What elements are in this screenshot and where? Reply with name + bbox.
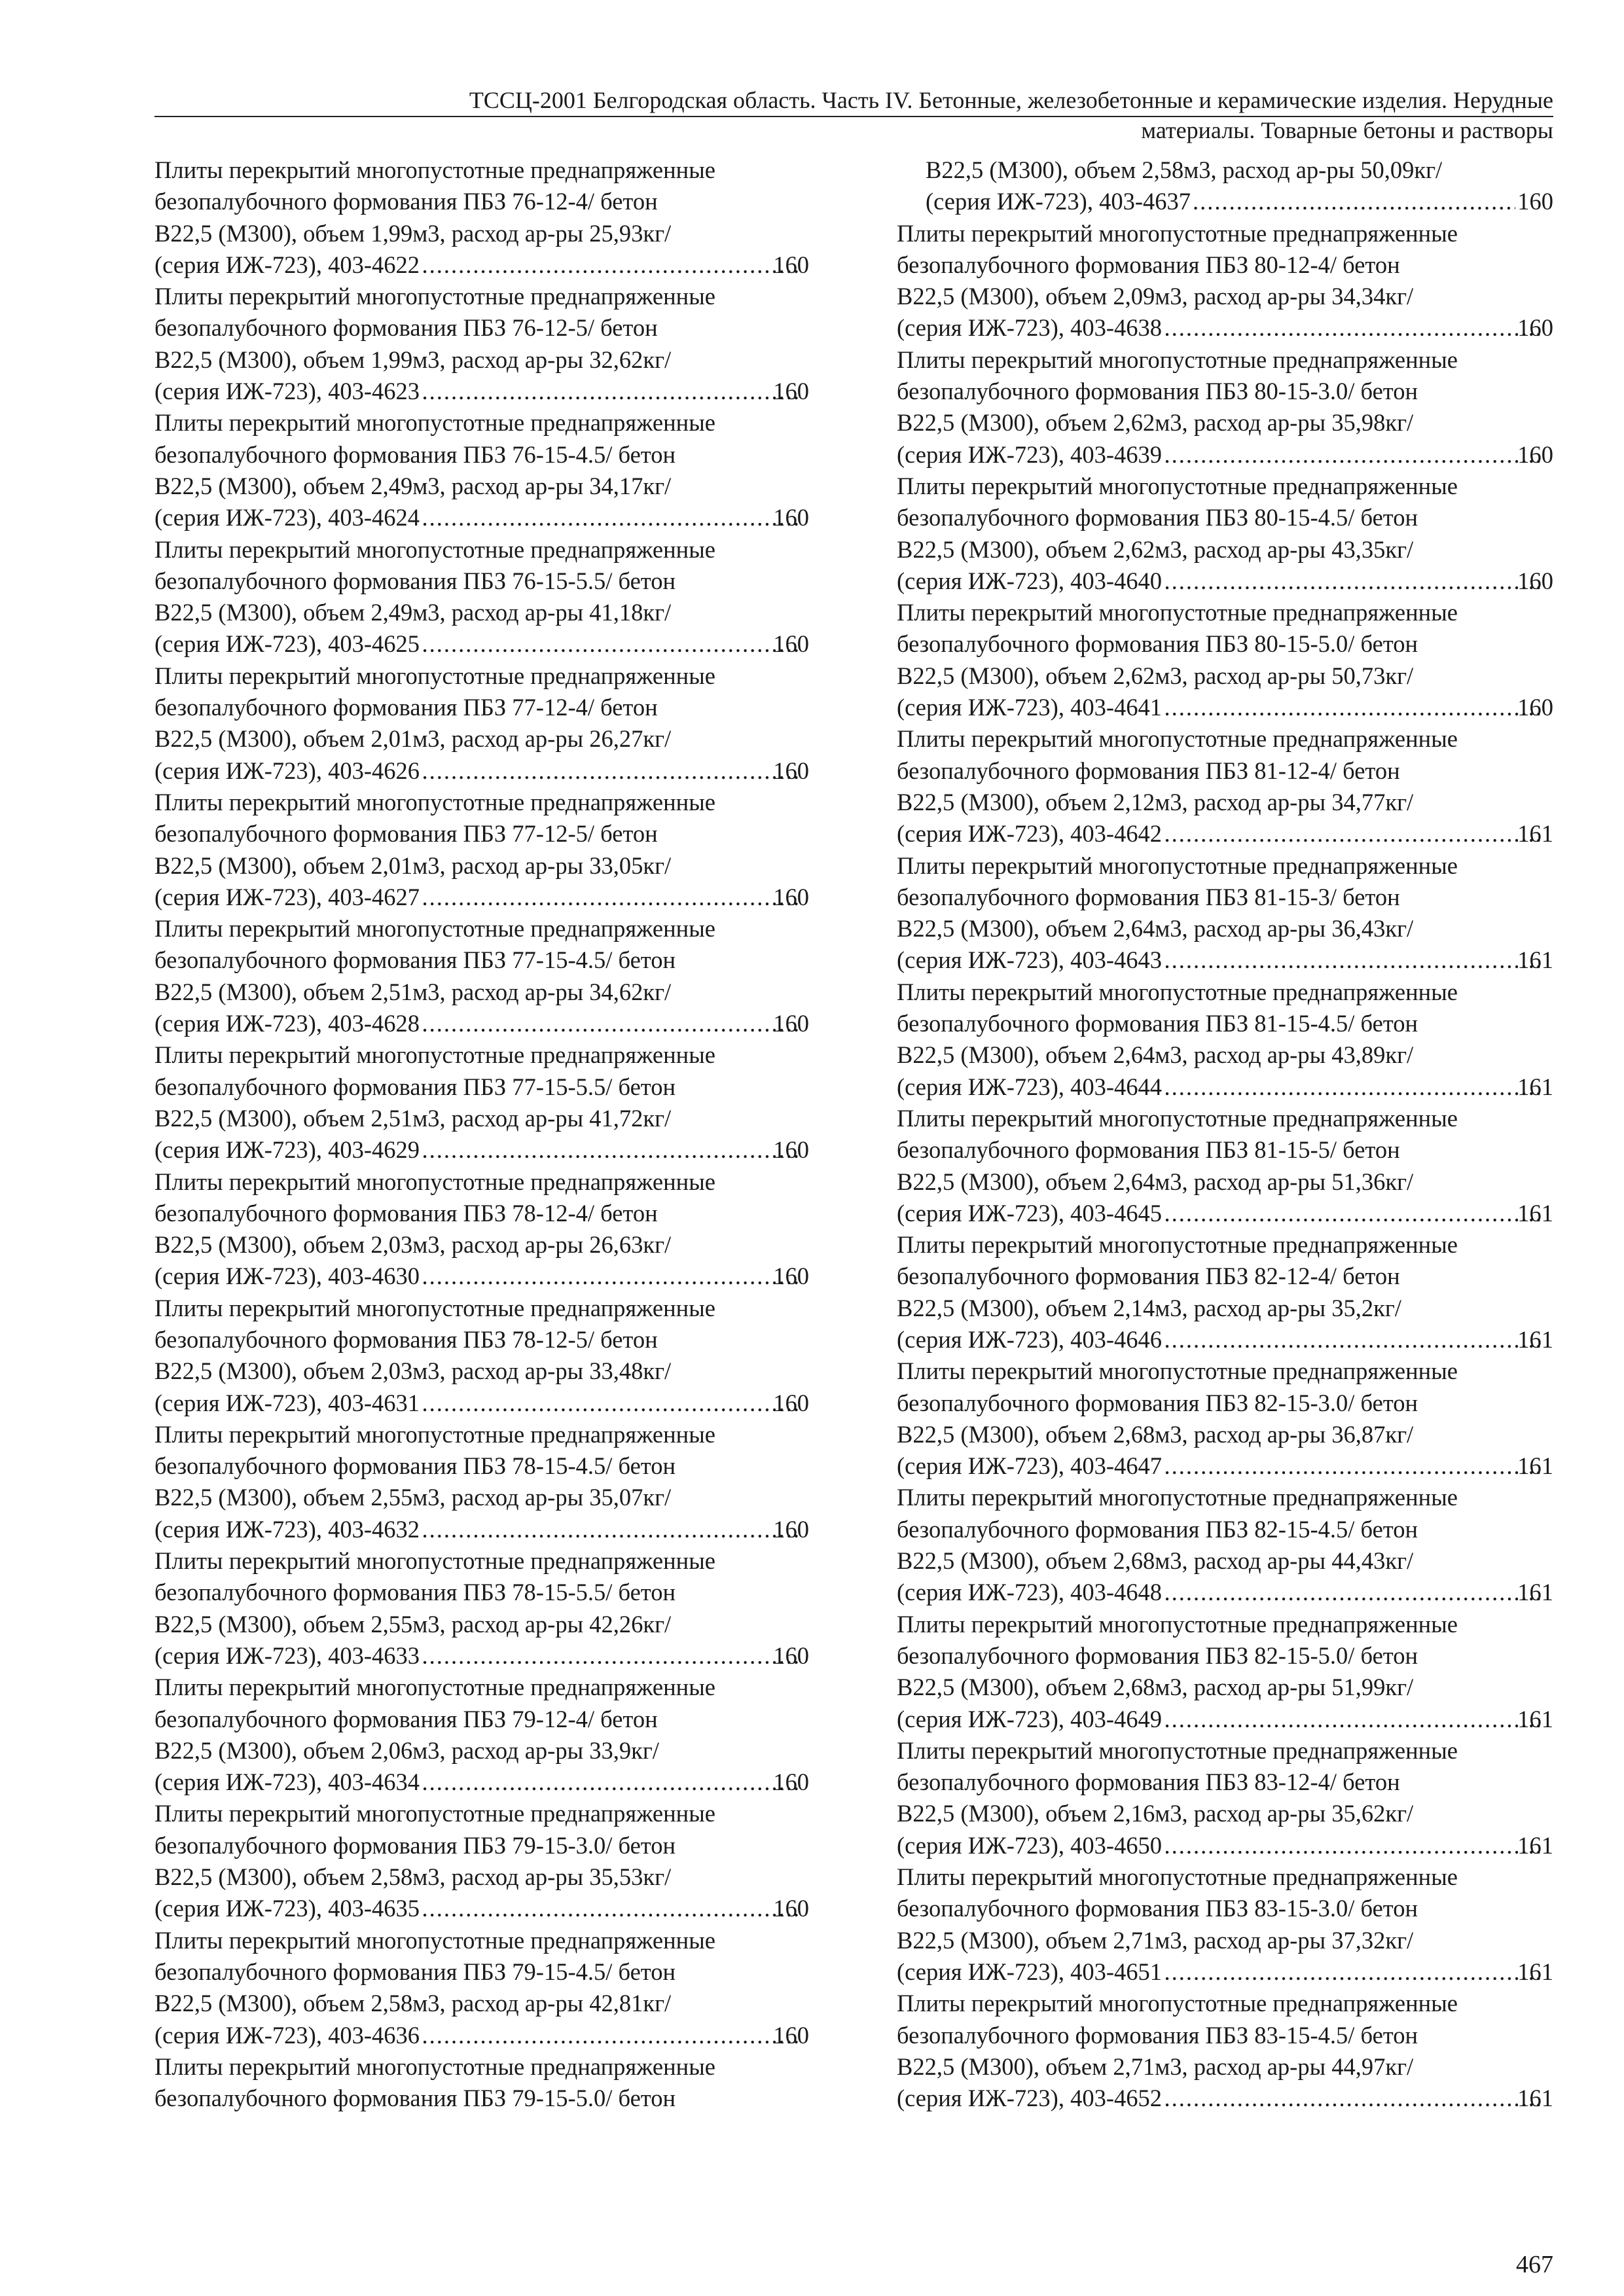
entry-line: безопалубочного формования ПБЗ 82-12-4/ бетон — [897, 1263, 1400, 1290]
entry-index-line — [897, 1704, 1553, 1735]
running-header-line-2: материалы. Товарные бетоны и растворы — [1141, 117, 1553, 143]
entry-page: 161 — [1517, 1199, 1553, 1227]
dot-leader — [422, 502, 800, 533]
dot-leader — [1164, 1450, 1544, 1482]
index-entry — [154, 1925, 809, 2051]
entry-code: (серия ИЖ-723), 403-4651 — [897, 1958, 1162, 1985]
entry-line: В22,5 (М300), объем 2,68м3, расход ар-ры 51,99кг/ — [897, 1674, 1414, 1701]
entry-code: (серия ИЖ-723), 403-4646 — [897, 1325, 1162, 1353]
entry-line: Плиты перекрытий многопустотные преднапряженные — [897, 1610, 1458, 1638]
entry-line: безопалубочного формования ПБЗ 77-12-4/ бетон — [154, 694, 658, 721]
entry-line: Плиты перекрытий многопустотные преднапряженные — [154, 283, 715, 310]
index-entry — [897, 977, 1553, 1103]
entry-line: безопалубочного формования ПБЗ 78-12-5/ бетон — [154, 1325, 658, 1353]
dot-leader — [1164, 818, 1544, 850]
entry-page: 160 — [773, 1136, 809, 1164]
entry-index-line — [154, 376, 809, 407]
index-entry — [897, 1988, 1553, 2114]
entry-line: В22,5 (М300), объем 2,71м3, расход ар-ры 37,32кг/ — [897, 1926, 1414, 1954]
entry-code: (серия ИЖ-723), 403-4624 — [154, 504, 420, 531]
entry-line: Плиты перекрытий многопустотные преднапряженные — [154, 1168, 715, 1195]
entry-line: В22,5 (М300), объем 2,16м3, расход ар-ры 35,62кг/ — [897, 1800, 1414, 1827]
entry-page: 161 — [1517, 1831, 1553, 1859]
entry-line: Плиты перекрытий многопустотные преднапряженные — [154, 409, 715, 437]
entry-line: В22,5 (М300), объем 2,71м3, расход ар-ры 44,97кг/ — [897, 2053, 1414, 2080]
dot-leader — [422, 1388, 800, 1419]
index-entry — [154, 1039, 809, 1166]
left-column — [154, 154, 809, 2114]
index-entry — [154, 1545, 809, 1672]
entry-page: 160 — [1517, 188, 1553, 215]
index-entry — [154, 281, 809, 407]
entry-page: 160 — [1517, 694, 1553, 721]
index-entry — [154, 154, 809, 281]
entry-line: Плиты перекрытий многопустотные преднапряженные — [154, 2053, 715, 2080]
dot-leader — [422, 2020, 800, 2051]
entry-line: Плиты перекрытий многопустотные преднапряженные — [897, 725, 1458, 753]
entry-page: 160 — [773, 378, 809, 405]
entry-line: Плиты перекрытий многопустотные преднапряженные — [897, 1231, 1458, 1259]
right-column — [897, 154, 1553, 2114]
entry-line: безопалубочного формования ПБЗ 81-15-5/ бетон — [897, 1136, 1400, 1164]
entry-line: В22,5 (М300), объем 2,58м3, расход ар-ры 42,81кг/ — [154, 1990, 672, 2017]
entry-line: безопалубочного формования ПБЗ 80-15-4.5/ бетон — [897, 504, 1418, 531]
entry-index-line — [154, 502, 809, 533]
entry-line: В22,5 (М300), объем 2,49м3, расход ар-ры 41,18кг/ — [154, 599, 672, 626]
entry-line: В22,5 (М300), объем 2,09м3, расход ар-ры 34,34кг/ — [897, 283, 1414, 310]
index-entry — [897, 1229, 1553, 1355]
entry-line: В22,5 (М300), объем 2,68м3, расход ар-ры 44,43кг/ — [897, 1547, 1414, 1575]
entry-page: 160 — [773, 504, 809, 531]
entry-line: В22,5 (М300), объем 2,64м3, расход ар-ры 43,89кг/ — [897, 1041, 1414, 1069]
entry-code: (серия ИЖ-723), 403-4636 — [154, 2021, 420, 2049]
entry-line: В22,5 (М300), объем 2,01м3, расход ар-ры 26,27кг/ — [154, 725, 672, 753]
entry-code: (серия ИЖ-723), 403-4631 — [154, 1389, 420, 1416]
entry-line: Плиты перекрытий многопустотные преднапряженные — [154, 662, 715, 689]
entry-code: (серия ИЖ-723), 403-4641 — [897, 694, 1162, 721]
entry-line: В22,5 (М300), объем 1,99м3, расход ар-ры 32,62кг/ — [154, 346, 672, 373]
entry-page: 160 — [1517, 440, 1553, 468]
entry-page: 160 — [773, 1641, 809, 1669]
entry-line: Плиты перекрытий многопустотные преднапряженные — [897, 852, 1458, 879]
entry-index-line — [897, 2083, 1553, 2114]
entry-line: Плиты перекрытий многопустотные преднапряженные — [154, 1294, 715, 1321]
entry-line: В22,5 (М300), объем 2,58м3, расход ар-ры 50,09кг/ — [926, 156, 1443, 183]
entry-line: Плиты перекрытий многопустотные преднапряженные — [154, 1926, 715, 1954]
dot-leader — [422, 1514, 800, 1545]
index-entry — [154, 913, 809, 1039]
entry-page: 161 — [1517, 1452, 1553, 1480]
dot-leader — [1164, 1324, 1544, 1355]
index-entry — [897, 1103, 1553, 1229]
entry-page: 160 — [773, 1895, 809, 1922]
entry-code: (серия ИЖ-723), 403-4634 — [154, 1768, 420, 1796]
entry-page: 161 — [1517, 1579, 1553, 1606]
entry-line: В22,5 (М300), объем 2,51м3, расход ар-ры 41,72кг/ — [154, 1104, 672, 1132]
entry-line: Плиты перекрытий многопустотные преднапряженные — [154, 1420, 715, 1448]
running-header — [154, 85, 1553, 145]
dot-leader — [422, 1640, 800, 1672]
entry-index-line — [897, 1830, 1553, 1861]
entry-line: безопалубочного формования ПБЗ 78-12-4/ бетон — [154, 1199, 658, 1227]
dot-leader — [422, 1767, 800, 1798]
dot-leader — [1164, 1704, 1544, 1735]
entry-line: безопалубочного формования ПБЗ 79-12-4/ бетон — [154, 1705, 658, 1732]
entry-line: Плиты перекрытий многопустотные преднапряженные — [154, 1674, 715, 1701]
entry-line: безопалубочного формования ПБЗ 79-15-4.5/ бетон — [154, 1958, 676, 1985]
entry-page: 160 — [773, 1010, 809, 1037]
index-entry-partial — [154, 2051, 809, 2115]
entry-page: 160 — [773, 1389, 809, 1416]
entry-line: безопалубочного формования ПБЗ 80-15-3.0/ бетон — [897, 378, 1418, 405]
entry-index-line — [154, 628, 809, 660]
index-entry — [897, 1355, 1553, 1482]
entry-code: (серия ИЖ-723), 403-4649 — [897, 1705, 1162, 1732]
entry-line: В22,5 (М300), объем 2,64м3, расход ар-ры 36,43кг/ — [897, 915, 1414, 942]
dot-leader — [422, 628, 800, 660]
entry-line: В22,5 (М300), объем 2,58м3, расход ар-ры 35,53кг/ — [154, 1863, 672, 1891]
dot-leader — [1164, 944, 1544, 976]
index-entry — [897, 850, 1553, 977]
entry-page: 161 — [1517, 2085, 1553, 2112]
index-entry — [897, 344, 1553, 471]
entry-code: (серия ИЖ-723), 403-4642 — [897, 820, 1162, 848]
entry-line: В22,5 (М300), объем 2,64м3, расход ар-ры 51,36кг/ — [897, 1168, 1414, 1195]
entry-line: безопалубочного формования ПБЗ 78-15-4.5/ бетон — [154, 1452, 676, 1480]
entry-line: В22,5 (М300), объем 2,03м3, расход ар-ры 33,48кг/ — [154, 1357, 672, 1385]
index-entry — [154, 787, 809, 913]
entry-index-line — [897, 312, 1553, 344]
entry-line: Плиты перекрытий многопустотные преднапряженные — [897, 472, 1458, 499]
entry-code: (серия ИЖ-723), 403-4630 — [154, 1263, 420, 1290]
index-entry — [897, 1482, 1553, 1608]
entry-line: В22,5 (М300), объем 2,12м3, расход ар-ры 34,77кг/ — [897, 788, 1414, 816]
dot-leader — [1164, 312, 1544, 344]
entry-line: Плиты перекрытий многопустотные преднапряженные — [154, 1547, 715, 1575]
entry-line: Плиты перекрытий многопустотные преднапряженные — [897, 599, 1458, 626]
entry-code: (серия ИЖ-723), 403-4627 — [154, 883, 420, 910]
dot-leader — [1164, 692, 1544, 723]
entry-code: (серия ИЖ-723), 403-4650 — [897, 1831, 1162, 1859]
entry-line: безопалубочного формования ПБЗ 82-15-3.0/ бетон — [897, 1389, 1418, 1416]
entry-line: Плиты перекрытий многопустотные преднапряженные — [897, 978, 1458, 1005]
entry-line: В22,5 (М300), объем 2,62м3, расход ар-ры 43,35кг/ — [897, 535, 1414, 563]
entry-index-line — [154, 1261, 809, 1292]
entry-page: 161 — [1517, 820, 1553, 848]
entry-page: 160 — [773, 630, 809, 658]
entry-code: (серия ИЖ-723), 403-4643 — [897, 946, 1162, 974]
entry-page: 161 — [1517, 1073, 1553, 1100]
entry-line: безопалубочного формования ПБЗ 81-12-4/ бетон — [897, 757, 1400, 784]
entry-index-line — [897, 1198, 1553, 1229]
entry-page: 161 — [1517, 1958, 1553, 1985]
entry-index-line — [154, 1514, 809, 1545]
index-entry — [154, 660, 809, 787]
dot-leader — [422, 1008, 800, 1039]
entry-line: безопалубочного формования ПБЗ 77-12-5/ бетон — [154, 820, 658, 848]
entry-index-line — [897, 692, 1553, 723]
entry-index-line — [154, 882, 809, 913]
entry-index-line — [154, 755, 809, 787]
entry-line: безопалубочного формования ПБЗ 82-15-4.5/ бетон — [897, 1515, 1418, 1543]
entry-index-line — [154, 249, 809, 281]
entry-page: 160 — [1517, 314, 1553, 342]
entry-index-line — [897, 1577, 1553, 1608]
entry-line: безопалубочного формования ПБЗ 77-15-5.5/ бетон — [154, 1073, 676, 1100]
index-entry — [897, 1735, 1553, 1861]
entry-line: безопалубочного формования ПБЗ 76-15-5.5/ бетон — [154, 567, 676, 594]
entry-index-line — [154, 1640, 809, 1672]
entry-line: безопалубочного формования ПБЗ 76-12-5/ бетон — [154, 314, 658, 342]
entry-index-line — [897, 1450, 1553, 1482]
entry-line: Плиты перекрытий многопустотные преднапряженные — [897, 1484, 1458, 1511]
entry-page: 160 — [773, 1768, 809, 1796]
dot-leader — [1164, 565, 1544, 597]
entry-index-line — [154, 1134, 809, 1166]
entry-code: (серия ИЖ-723), 403-4628 — [154, 1010, 420, 1037]
entry-line: безопалубочного формования ПБЗ 81-15-3/ бетон — [897, 883, 1400, 910]
index-entry — [154, 1672, 809, 1798]
entry-index-line — [897, 818, 1553, 850]
entry-line: Плиты перекрытий многопустотные преднапряженные — [897, 346, 1458, 373]
header-rule — [154, 116, 1553, 117]
index-entry — [154, 1798, 809, 1924]
entry-index-line — [897, 1071, 1553, 1103]
dot-leader — [1164, 1830, 1544, 1861]
dot-leader — [422, 1893, 800, 1924]
entry-line: безопалубочного формования ПБЗ 83-15-3.0/ бетон — [897, 1895, 1418, 1922]
dot-leader — [422, 1134, 800, 1166]
entry-code: (серия ИЖ-723), 403-4648 — [897, 1579, 1162, 1606]
entry-page: 161 — [1517, 946, 1553, 974]
entry-line: В22,5 (М300), объем 2,49м3, расход ар-ры 34,17кг/ — [154, 472, 672, 499]
dot-leader — [1164, 1956, 1544, 1988]
entry-line: В22,5 (М300), объем 1,99м3, расход ар-ры 25,93кг/ — [154, 219, 672, 247]
entry-page: 160 — [773, 251, 809, 278]
entry-code: (серия ИЖ-723), 403-4632 — [154, 1515, 420, 1543]
entry-code: (серия ИЖ-723), 403-4623 — [154, 378, 420, 405]
entry-line: безопалубочного формования ПБЗ 81-15-4.5/ бетон — [897, 1010, 1418, 1037]
entry-code: (серия ИЖ-723), 403-4633 — [154, 1641, 420, 1669]
entry-code: (серия ИЖ-723), 403-4626 — [154, 757, 420, 784]
index-entry — [154, 407, 809, 533]
entry-page: 160 — [773, 757, 809, 784]
entry-line: В22,5 (М300), объем 2,62м3, расход ар-ры 50,73кг/ — [897, 662, 1414, 689]
entry-code: (серия ИЖ-723), 403-4647 — [897, 1452, 1162, 1480]
index-entry — [897, 1609, 1553, 1735]
dot-leader — [1164, 439, 1544, 471]
entry-line: В22,5 (М300), объем 2,14м3, расход ар-ры 35,2кг/ — [897, 1294, 1401, 1321]
entry-line: безопалубочного формования ПБЗ 83-12-4/ бетон — [897, 1768, 1400, 1796]
entry-line: Плиты перекрытий многопустотные преднапряженные — [897, 1104, 1458, 1132]
entry-code: (серия ИЖ-723), 403-4622 — [154, 251, 420, 278]
entry-code: (серия ИЖ-723), 403-4625 — [154, 630, 420, 658]
dot-leader — [422, 755, 800, 787]
entry-code: (серия ИЖ-723), 403-4629 — [154, 1136, 420, 1164]
entry-line: безопалубочного формования ПБЗ 82-15-5.0/ бетон — [897, 1641, 1418, 1669]
entry-code: (серия ИЖ-723), 403-4652 — [897, 2085, 1162, 2112]
entry-line: В22,5 (М300), объем 2,03м3, расход ар-ры 26,63кг/ — [154, 1231, 672, 1259]
entry-line: безопалубочного формования ПБЗ 79-15-3.0/ бетон — [154, 1831, 676, 1859]
entry-line: Плиты перекрытий многопустотные преднапряженные — [897, 219, 1458, 247]
entry-line: безопалубочного формования ПБЗ 80-15-5.0/ бетон — [897, 630, 1418, 658]
entry-line: Плиты перекрытий многопустотные преднапряженные — [154, 788, 715, 816]
entry-index-line — [154, 1008, 809, 1039]
entry-line: безопалубочного формования ПБЗ 78-15-5.5/ бетон — [154, 1579, 676, 1606]
entry-index-line — [154, 1767, 809, 1798]
entry-code: (серия ИЖ-723), 403-4644 — [897, 1073, 1162, 1100]
entry-line: Плиты перекрытий многопустотные преднапряженные — [154, 535, 715, 563]
entry-index-line — [897, 1956, 1553, 1988]
dot-leader — [1164, 1577, 1544, 1608]
entry-page: 160 — [773, 883, 809, 910]
entry-code: (серия ИЖ-723), 403-4638 — [897, 314, 1162, 342]
index-entry — [897, 471, 1553, 597]
entry-code: (серия ИЖ-723), 403-4637 — [926, 188, 1191, 215]
entry-index-line — [897, 439, 1553, 471]
entry-line: безопалубочного формования ПБЗ 80-12-4/ бетон — [897, 251, 1400, 278]
entry-line: В22,5 (М300), объем 2,55м3, расход ар-ры 35,07кг/ — [154, 1484, 672, 1511]
entry-page: 161 — [1517, 1325, 1553, 1353]
entry-line: В22,5 (М300), объем 2,55м3, расход ар-ры 42,26кг/ — [154, 1610, 672, 1638]
continued-entry — [897, 154, 1553, 218]
entry-index-line — [897, 1324, 1553, 1355]
page-number: 467 — [1516, 2251, 1553, 2278]
dot-leader — [1164, 1198, 1544, 1229]
index-entry — [897, 723, 1553, 850]
entry-line: безопалубочного формования ПБЗ 76-15-4.5/ бетон — [154, 440, 676, 468]
entry-index-line — [897, 565, 1553, 597]
entry-line: Плиты перекрытий многопустотные преднапряженные — [897, 1736, 1458, 1764]
entry-line: В22,5 (М300), объем 2,01м3, расход ар-ры 33,05кг/ — [154, 852, 672, 879]
dot-leader — [1164, 2083, 1544, 2114]
index-entry — [154, 1293, 809, 1419]
entry-line: Плиты перекрытий многопустотные преднапряженные — [154, 156, 715, 183]
entry-index-line — [154, 1388, 809, 1419]
entry-code: (серия ИЖ-723), 403-4639 — [897, 440, 1162, 468]
index-entry — [897, 597, 1553, 723]
running-header-line-1: ТССЦ-2001 Белгородская область. Часть IV. Бетонные, железобетонные и керамические изделия. Нерудные — [469, 87, 1553, 113]
entry-page: 160 — [773, 1515, 809, 1543]
entry-line: Плиты перекрытий многопустотные преднапряженные — [154, 915, 715, 942]
entry-line: Плиты перекрытий многопустотные преднапряженные — [154, 1041, 715, 1069]
dot-leader — [422, 1261, 800, 1292]
entry-line: Плиты перекрытий многопустотные преднапряженные — [154, 1800, 715, 1827]
entry-line: Плиты перекрытий многопустотные преднапряженные — [897, 1990, 1458, 2017]
entry-code: (серия ИЖ-723), 403-4640 — [897, 567, 1162, 594]
entry-line: В22,5 (М300), объем 2,62м3, расход ар-ры 35,98кг/ — [897, 409, 1414, 437]
entry-line: безопалубочного формования ПБЗ 83-15-4.5/ бетон — [897, 2021, 1418, 2049]
entry-line: безопалубочного формования ПБЗ 79-15-5.0/ бетон — [154, 2085, 676, 2112]
entry-line: безопалубочного формования ПБЗ 76-12-4/ бетон — [154, 188, 658, 215]
entry-page: 161 — [1517, 1705, 1553, 1732]
entry-index-line — [897, 944, 1553, 976]
entry-page: 160 — [773, 2021, 809, 2049]
entry-line: В22,5 (М300), объем 2,06м3, расход ар-ры 33,9кг/ — [154, 1736, 659, 1764]
index-entry — [154, 534, 809, 660]
entry-line: В22,5 (М300), объем 2,68м3, расход ар-ры 36,87кг/ — [897, 1420, 1414, 1448]
entry-line: Плиты перекрытий многопустотные преднапряженные — [897, 1863, 1458, 1891]
entry-line: В22,5 (М300), объем 2,51м3, расход ар-ры 34,62кг/ — [154, 978, 672, 1005]
entry-line: Плиты перекрытий многопустотные преднапряженные — [897, 1357, 1458, 1385]
dot-leader — [1164, 1071, 1544, 1103]
entry-line: безопалубочного формования ПБЗ 77-15-4.5/ бетон — [154, 946, 676, 974]
entry-page: 160 — [773, 1263, 809, 1290]
dot-leader — [422, 249, 800, 281]
entry-code: (серия ИЖ-723), 403-4645 — [897, 1199, 1162, 1227]
index-entry — [154, 1166, 809, 1293]
dot-leader — [1193, 186, 1515, 217]
entry-code: (серия ИЖ-723), 403-4635 — [154, 1895, 420, 1922]
entry-page: 160 — [1517, 567, 1553, 594]
index-entry — [897, 1861, 1553, 1988]
dot-leader — [422, 376, 800, 407]
index-entry — [154, 1419, 809, 1545]
index-entry — [897, 218, 1553, 344]
entry-index-line — [154, 2020, 809, 2051]
entry-index-line — [926, 186, 1553, 217]
dot-leader — [422, 882, 800, 913]
entry-index-line — [154, 1893, 809, 1924]
